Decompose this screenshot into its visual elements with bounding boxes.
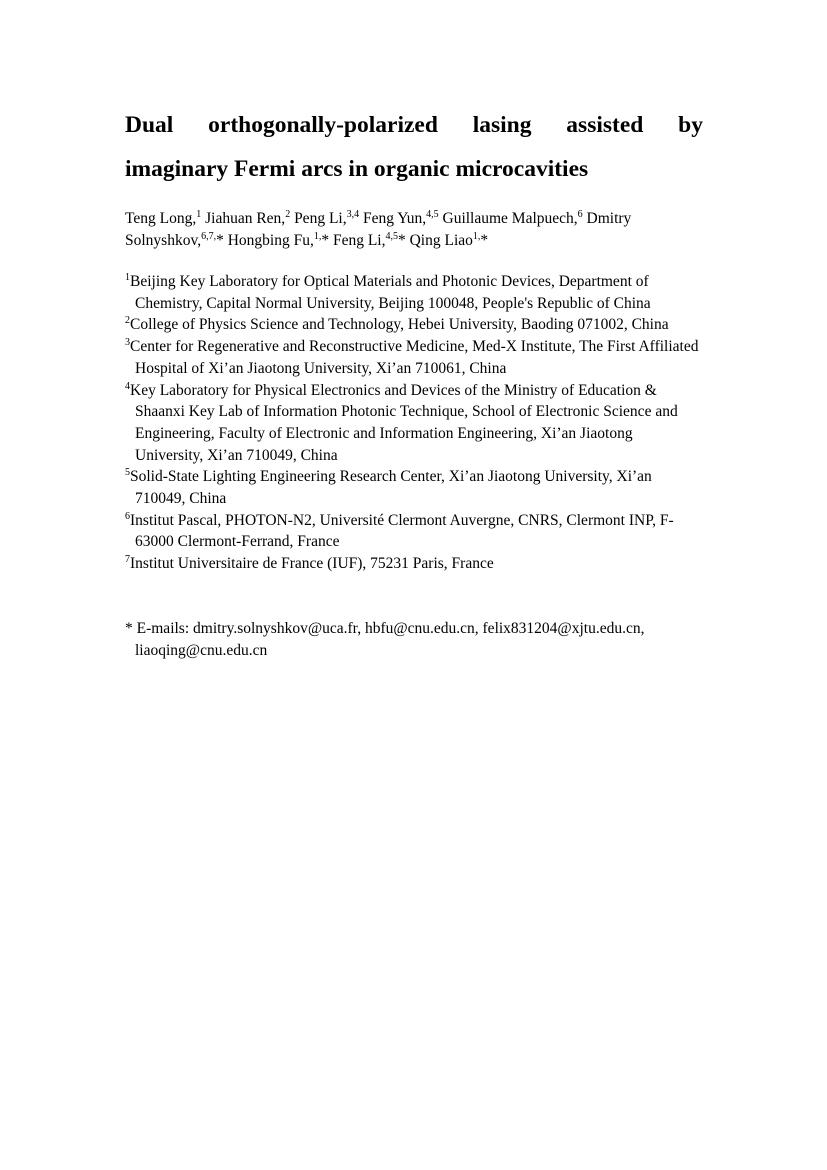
affiliation-number: 6 [125,510,130,522]
author-name: Qing Liao [409,232,473,249]
affiliation-number: 1 [125,272,130,283]
affiliation-number: 4 [125,380,130,392]
author [205,210,290,227]
affiliation-text: Center for Regenerative and Reconstructive Medicine, Med-X Institute, The First Affiliated Hospital of Xi’an Jiaotong University, Xi’an 710061, China [130,338,699,377]
author-affiliation-marker: 6,7, [201,231,217,242]
affiliation-list [125,271,703,575]
corresponding-author-star: * [216,232,224,249]
author-affiliation-marker: 1, [472,231,481,242]
author [294,210,359,227]
author-name: Hongbing Fu, [227,232,314,249]
author [333,232,406,249]
author-name: Jiahuan Ren, [205,210,286,227]
paper-title-line-1: Dual orthogonally-polarized lasing assisted by [125,112,703,138]
author [410,232,489,249]
email-text: E-mails: dmitry.solnyshkov@uca.fr, hbfu@cnu.edu.cn, felix831204@xjtu.edu.cn, liaoqing@cnu.edu.cn [135,619,645,659]
affiliation-item [125,510,703,553]
email-star-marker: * [125,619,133,637]
author-name: Guillaume Malpuech, [442,210,578,227]
author-name: Dmitry Solnyshkov, [125,210,632,249]
paper-title-line-2: imaginary Fermi arcs in organic microcavities [125,156,589,182]
affiliation-item [125,553,703,575]
author [125,210,201,227]
author [443,210,583,227]
author-affiliation-marker: 6 [577,209,583,220]
author-affiliation-marker: 2 [285,209,291,220]
affiliation-number: 7 [125,554,130,566]
corresponding-author-star: * [397,232,406,249]
affiliation-item [125,380,703,467]
author-name: Peng Li, [294,210,347,227]
corresponding-author-star: * [480,232,489,249]
affiliation-text: College of Physics Science and Technology, Hebei University, Baoding 071002, China [130,316,669,334]
affiliation-text: Institut Universitaire de France (IUF), 75231 Paris, France [130,555,494,573]
author-affiliation-marker: 1, [313,231,322,242]
paper-title [125,103,703,191]
author-affiliation-marker: 1 [196,209,202,220]
author-name: Feng Yun, [362,210,427,227]
affiliation-text: Key Laboratory for Physical Electronics and Devices of the Ministry of Education & Shaanxi Key Lab of Information Photonic Technique, School of Electronic Science and Engineering, Faculty of Electronic and Information Engineering, Xi’an Jiaotong University, Xi’an 710049, China [130,381,678,464]
author-affiliation-marker: 3,4 [346,209,360,220]
author-name: Feng Li, [332,232,386,249]
affiliation-item [125,271,703,314]
affiliation-item [125,466,703,509]
author [228,232,329,249]
paper-front-page [125,103,703,661]
author-list [125,208,703,252]
author [363,210,439,227]
affiliation-text: Beijing Key Laboratory for Optical Materials and Photonic Devices, Department of Chemistry, Capital Normal University, Beijing 100048, People's Republic of China [130,273,651,312]
corresponding-author-star: * [321,232,330,249]
affiliation-number: 2 [125,315,130,327]
affiliation-number: 5 [125,467,130,479]
affiliation-number: 3 [125,337,130,349]
author-affiliation-marker: 4,5 [426,209,439,220]
corresponding-emails [125,618,703,661]
affiliation-text: Solid-State Lighting Engineering Research Center, Xi’an Jiaotong University, Xi’an 710049, China [130,468,652,508]
author-affiliation-marker: 4,5 [385,231,398,242]
author-name: Teng Long, [125,210,197,227]
affiliation-text: Institut Pascal, PHOTON-N2, Université Clermont Auvergne, CNRS, Clermont INP, F-63000 Clermont-Ferrand, France [130,511,674,551]
affiliation-item [125,336,703,379]
affiliation-item [125,314,703,336]
